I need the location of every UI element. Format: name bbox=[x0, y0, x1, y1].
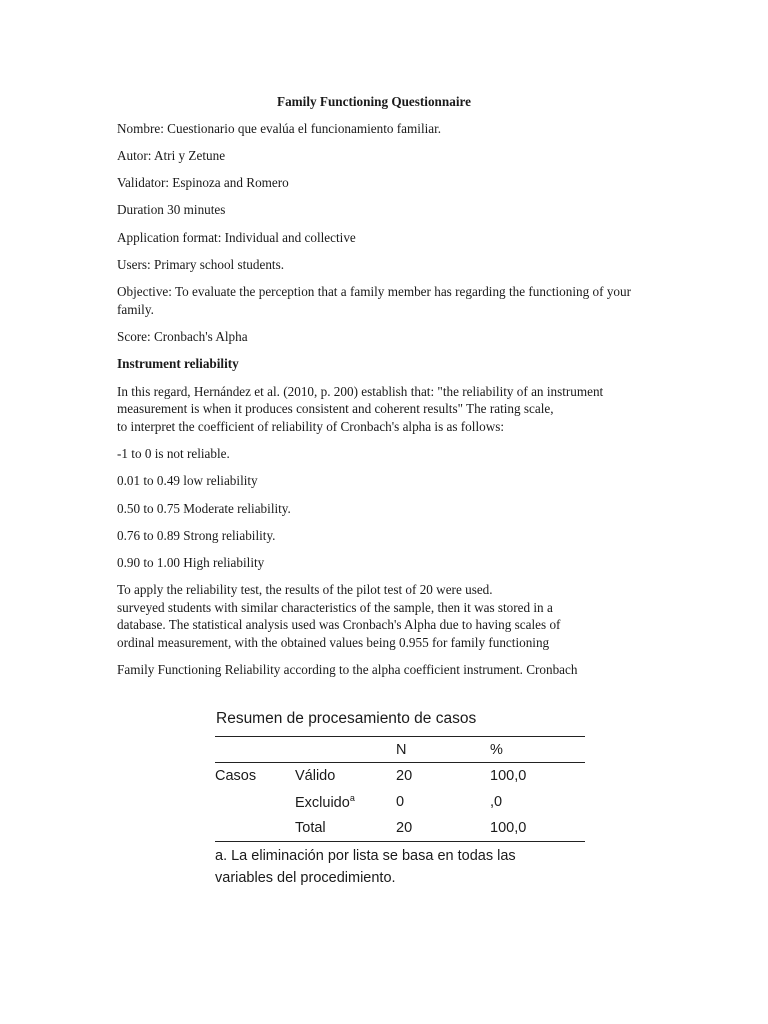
scale-item: 0.90 to 1.00 High reliability bbox=[117, 555, 265, 571]
row-label bbox=[295, 789, 396, 815]
group-label-casos: Casos bbox=[215, 768, 257, 784]
reliability-intro-line: measurement is when it produces consistent and coherent results" The rating scale, bbox=[117, 401, 554, 417]
case-processing-table bbox=[215, 736, 585, 842]
row-n: 0 bbox=[396, 794, 405, 810]
row-n: 20 bbox=[396, 815, 490, 842]
table-row bbox=[215, 815, 585, 842]
spss-table-title: Resumen de procesamiento de casos bbox=[216, 710, 477, 727]
field-format: Application format: Individual and collective bbox=[117, 229, 356, 245]
header-cell bbox=[295, 737, 396, 763]
table-caption: Family Functioning Reliability according to the alpha coefficient instrument. Cronbach bbox=[117, 662, 578, 678]
field-autor: Autor: Atri y Zetune bbox=[117, 147, 226, 163]
row-percent: ,0 bbox=[490, 794, 503, 810]
row-label: Total bbox=[295, 815, 396, 842]
row-label-text: Excluido bbox=[295, 794, 350, 811]
pilot-line: database. The statistical analysis used was Cronbach's Alpha due to having scales of bbox=[117, 617, 561, 633]
row-percent: 100,0 bbox=[490, 815, 585, 842]
reliability-intro bbox=[117, 383, 631, 436]
header-cell bbox=[215, 737, 295, 763]
footnote-marker: a bbox=[349, 793, 355, 804]
row-percent: 100,0 bbox=[490, 768, 527, 784]
pilot-line: ordinal measurement, with the obtained values being 0.955 for family functioning bbox=[117, 634, 550, 650]
scale-item: -1 to 0 is not reliable. bbox=[117, 445, 230, 461]
empty-cell bbox=[215, 815, 295, 842]
table-header-row bbox=[215, 737, 585, 763]
document-body bbox=[117, 90, 631, 689]
header-n: N bbox=[396, 737, 490, 763]
pilot-paragraph bbox=[117, 581, 631, 651]
reliability-intro-line: In this regard, Hernández et al. (2010, p. 200) establish that: "the reliability of an instrument bbox=[117, 383, 604, 399]
scale-item: 0.50 to 0.75 Moderate reliability. bbox=[117, 500, 291, 516]
reliability-heading: Instrument reliability bbox=[117, 356, 239, 372]
row-n: 20 bbox=[396, 768, 413, 784]
field-users: Users: Primary school students. bbox=[117, 256, 285, 272]
field-objective: Objective: To evaluate the perception that a family member has regarding the functioning of your family. bbox=[117, 284, 631, 317]
field-duration: Duration 30 minutes bbox=[117, 202, 226, 218]
document-title: Family Functioning Questionnaire bbox=[277, 94, 471, 109]
pilot-line: surveyed students with similar characteristics of the sample, then it was stored in a bbox=[117, 599, 553, 615]
field-validator: Validator: Espinoza and Romero bbox=[117, 175, 289, 191]
field-score: Score: Cronbach's Alpha bbox=[117, 329, 248, 345]
table-footnote bbox=[215, 845, 587, 889]
reliability-intro-line: to interpret the coefficient of reliability of Cronbach's alpha is as follows: bbox=[117, 418, 505, 434]
scale-item: 0.01 to 0.49 low reliability bbox=[117, 473, 258, 489]
table-row bbox=[215, 789, 585, 815]
footnote-line: a. La eliminación por lista se basa en todas las bbox=[215, 848, 516, 864]
row-label: Válido bbox=[295, 768, 336, 784]
header-percent: % bbox=[490, 737, 585, 763]
pilot-line: To apply the reliability test, the results of the pilot test of 20 were used. bbox=[117, 582, 493, 598]
field-nombre: Nombre: Cuestionario que evalúa el funcionamiento familiar. bbox=[117, 120, 442, 136]
footnote-line: variables del procedimiento. bbox=[215, 870, 396, 886]
spss-output bbox=[215, 710, 587, 889]
table-row bbox=[215, 763, 585, 790]
scale-item: 0.76 to 0.89 Strong reliability. bbox=[117, 527, 276, 543]
empty-cell bbox=[215, 789, 295, 815]
